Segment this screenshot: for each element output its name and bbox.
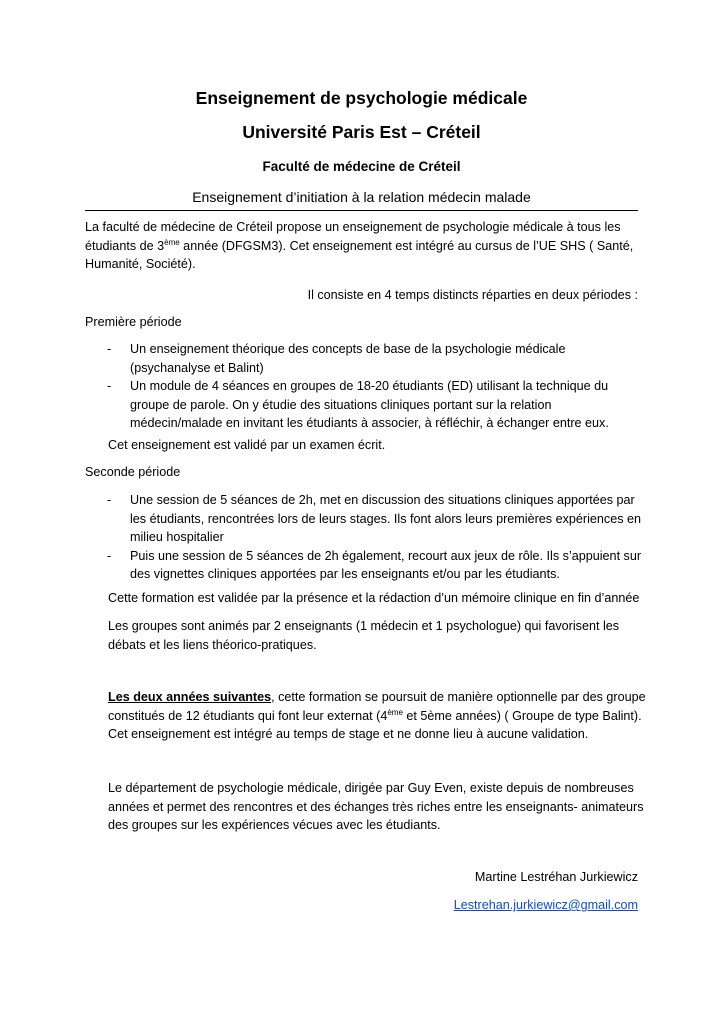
period2-list [85, 491, 645, 584]
signature-email-link[interactable]: Lestrehan.jurkiewicz@gmail.com [453, 898, 638, 912]
following-years-paragraph: Les deux années suivantes, cette formation se poursuit de manière optionnelle par des groupe constitués de 12 étudiants qui font leur externat (4ème et 5ème années) ( Groupe de type Balint). Cet enseignement est intégré au temps de stage et ne donne lieu à aucune validation. [108, 690, 646, 741]
document-title: Enseignement de psychologie médicale [195, 88, 528, 108]
period2-heading: Seconde période [85, 465, 181, 479]
list-item: - Une session de 5 séances de 2h, met en discussion des situations cliniques apportées par les étudiants, rencontrées lors de leurs stages. Ils font alors leurs premières expériences en milieu hospitalier [107, 493, 641, 544]
period1-validation: Cet enseignement est validé par un examen écrit. [108, 438, 386, 452]
list-item: - Un enseignement théorique des concepts de base de la psychologie médicale (psychanalyse et Balint) [107, 342, 566, 375]
period1-heading: Première période [85, 315, 182, 329]
document-subtitle: Enseignement d’initiation à la relation médecin malade [192, 189, 531, 205]
signature-name: Martine Lestréhan Jurkiewicz [474, 870, 638, 884]
period2-validation: Cette formation est validée par la présence et la rédaction d’un mémoire clinique en fin d’année [108, 591, 640, 605]
signature-email-line [85, 896, 638, 915]
list-item: - Puis une session de 5 séances de 2h également, recourt aux jeux de rôle. Ils s’appuient sur des vignettes cliniques apportées par les enseignants et/ou par les étudiants. [107, 548, 642, 581]
list-item: - Un module de 4 séances en groupes de 18-20 étudiants (ED) utilisant la technique du groupe de parole. On y étudie des situations cliniques portant sur la relation médecin/malade en invitant les étudiants à associer, à réfléchir, à échanger entre eux. [107, 379, 609, 430]
title-divider [85, 210, 638, 211]
intro-paragraph: La faculté de médecine de Créteil propose un enseignement de psychologie médicale à tous les étudiants de 3ème année (DFGSM3). Cet enseignement est intégré au cursus de l’UE SHS ( Santé, Humanité, Société). [85, 220, 634, 271]
faculty-title: Faculté de médecine de Créteil [262, 159, 461, 174]
university-title: Université Paris Est – Créteil [242, 122, 481, 142]
consists-line: Il consiste en 4 temps distincts réparties en deux périodes : [307, 288, 638, 302]
groups-paragraph: Les groupes sont animés par 2 enseignants (1 médecin et 1 psychologue) qui favorisent les débats et les liens théorico-pratiques. [108, 619, 620, 652]
department-paragraph: Le département de psychologie médicale, dirigée par Guy Even, existe depuis de nombreuses années et permet des rencontres et des échanges très riches entre les enseignants- animateurs des groupes sur les expériences vécues avec les étudiants. [108, 781, 644, 832]
period1-list [85, 340, 645, 433]
